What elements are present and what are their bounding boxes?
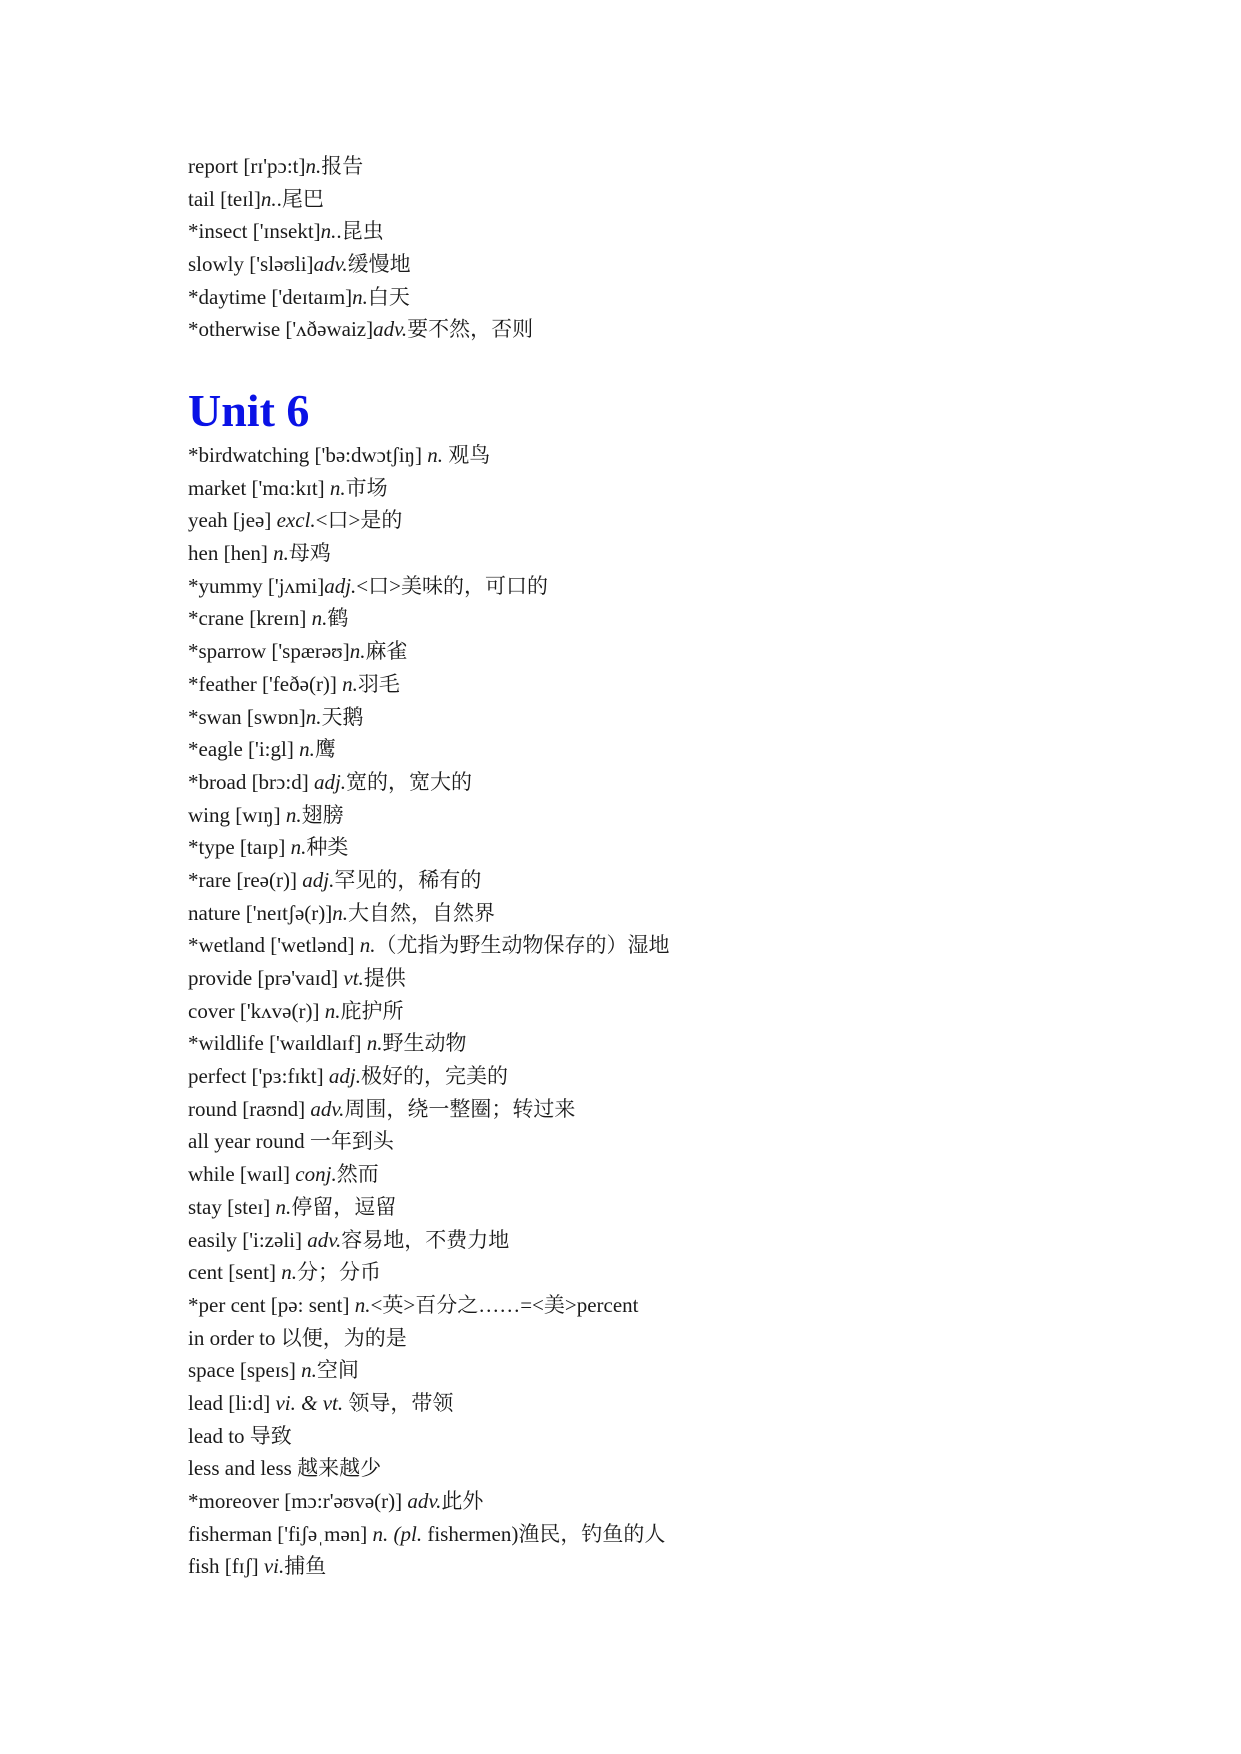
entry-word: lead to 导致 — [188, 1423, 292, 1448]
entry-pos: n. — [332, 900, 349, 925]
vocab-entry — [188, 1158, 669, 1191]
entry-meaning: （尤指为野生动物保存的）湿地 — [375, 933, 670, 958]
entry-word: *per cent [pə: sent] — [188, 1292, 355, 1317]
entry-word: *insect ['ɪnsekt] — [188, 219, 321, 244]
entry-meaning: 庇护所 — [340, 998, 404, 1023]
entry-meaning: 鹰 — [314, 737, 336, 762]
entry-pos: n. — [366, 1031, 383, 1056]
entry-pos: vi. & vt. — [275, 1390, 344, 1415]
entry-pos: n. (pl. — [372, 1521, 423, 1546]
entry-word: *swan [swɒn] — [188, 704, 306, 729]
vocab-entry — [188, 1060, 669, 1093]
entry-pos: adj. — [313, 769, 347, 794]
entry-word: less and less 越来越少 — [188, 1456, 382, 1481]
entry-pos: n. — [273, 541, 289, 566]
entry-word: in order to 以便，为的是 — [188, 1325, 407, 1350]
vocab-entry — [188, 1093, 669, 1126]
entry-word: fish [fɪʃ] — [188, 1554, 264, 1579]
vocab-entry — [188, 281, 533, 314]
entry-word: cover ['kʌvə(r)] — [188, 998, 325, 1023]
vocab-entry — [188, 929, 669, 962]
entry-meaning: 野生动物 — [382, 1031, 467, 1056]
entry-meaning: 市场 — [345, 475, 388, 500]
entry-word: lead [li:d] — [188, 1390, 276, 1415]
entry-word: *wetland ['wetlənd] — [188, 933, 360, 958]
entry-pos: adj. — [328, 1064, 361, 1089]
entry-pos: n. — [352, 284, 368, 309]
entry-meaning: 此外 — [441, 1489, 484, 1513]
entry-meaning: .昆虫 — [336, 219, 384, 244]
vocab-entry — [188, 472, 669, 505]
entry-meaning: <英>百分之……=<美>percent — [370, 1292, 639, 1317]
vocab-entry — [188, 1420, 669, 1453]
vocab-entry — [188, 897, 669, 930]
entry-word: *type [taɪp] — [188, 835, 291, 860]
entry-pos: n. — [354, 1292, 371, 1317]
entry-pos: vi. — [263, 1554, 285, 1579]
entry-pos: n. — [275, 1194, 292, 1219]
vocab-entry — [188, 1354, 669, 1387]
entry-meaning: 宽的，宽大的 — [346, 769, 473, 794]
vocab-entry — [188, 1485, 669, 1518]
entry-word: *broad [brɔ:d] — [188, 769, 314, 794]
entry-pos: n. — [342, 671, 358, 696]
entry-meaning: 观鸟 — [443, 443, 491, 467]
entry-word: *birdwatching ['bə:dwɔtʃiŋ] — [188, 443, 428, 467]
entry-pos: n. — [359, 933, 376, 958]
entry-meaning: .尾巴 — [276, 186, 324, 211]
entry-pos: n. — [299, 737, 315, 762]
entry-meaning: 然而 — [336, 1162, 379, 1187]
entry-word: *eagle ['i:gl] — [188, 737, 300, 762]
entry-word: *moreover [mɔ:r'əʊvə(r)] — [188, 1489, 408, 1513]
entry-pos: adv. — [307, 1227, 342, 1252]
entry-pos: n. — [290, 835, 307, 860]
entry-meaning: 麻雀 — [365, 639, 408, 664]
entry-word: *yummy ['jʌmi] — [188, 573, 325, 598]
vocab-entry — [188, 439, 669, 472]
unit-heading: Unit 6 — [188, 385, 310, 436]
vocab-entry — [188, 215, 533, 248]
entry-word: hen [hen] — [188, 541, 274, 566]
vocab-entry — [188, 766, 669, 799]
entry-word: stay [steɪ] — [188, 1194, 276, 1219]
vocab-entry — [188, 1518, 669, 1551]
entry-pos: adv. — [310, 1096, 345, 1121]
entry-meaning: 极好的，完美的 — [360, 1064, 508, 1089]
entry-meaning: 翅膀 — [301, 802, 344, 827]
entry-word: *rare [reə(r)] — [188, 867, 303, 892]
vocab-entry — [188, 864, 669, 897]
entry-meaning: 容易地，不费力地 — [341, 1227, 510, 1252]
entry-meaning: 白天 — [367, 284, 410, 309]
entry-meaning: 领导，带领 — [343, 1390, 454, 1415]
entry-meaning: 羽毛 — [357, 671, 400, 696]
entry-word: easily ['i:zəli] — [188, 1227, 308, 1252]
entry-word: round [raʊnd] — [188, 1096, 311, 1121]
vocab-entry — [188, 831, 669, 864]
vocab-entry — [188, 504, 669, 537]
vocab-entry — [188, 1452, 669, 1485]
vocab-entry — [188, 570, 669, 603]
entry-pos: adj. — [302, 867, 335, 892]
entry-pos: n. — [281, 1260, 298, 1285]
vocab-entry — [188, 602, 669, 635]
entry-word: market ['mɑ:kɪt] — [188, 475, 330, 500]
entry-meaning: 罕见的，稀有的 — [334, 867, 482, 892]
entry-meaning: 缓慢地 — [347, 252, 411, 277]
entry-pos: n. — [260, 186, 277, 211]
vocab-entry — [188, 183, 533, 216]
entry-word: slowly ['sləʊli] — [188, 252, 314, 277]
vocab-entry — [188, 313, 533, 346]
entry-pos: vt. — [343, 966, 364, 990]
entry-pos: adv. — [407, 1489, 442, 1513]
entry-word: perfect ['pɜ:fɪkt] — [188, 1064, 329, 1089]
vocab-entry — [188, 1322, 669, 1355]
entry-meaning: 空间 — [316, 1358, 359, 1383]
entry-pos: n. — [301, 1358, 317, 1383]
entry-word: *otherwise ['ʌðəwaiz] — [188, 317, 374, 342]
vocab-entry — [188, 1191, 669, 1224]
entry-meaning: 要不然，否则 — [407, 317, 534, 342]
entry-pos: n. — [427, 443, 444, 467]
entry-pos: n. — [329, 475, 346, 500]
entry-pos: n. — [285, 802, 302, 827]
word-list-continued — [188, 150, 533, 346]
entry-pos: n. — [349, 639, 366, 664]
entry-word: nature ['neɪtʃə(r)] — [188, 900, 333, 925]
vocab-entry — [188, 537, 669, 570]
entry-meaning: 报告 — [321, 154, 364, 178]
entry-word: *feather ['feðə(r)] — [188, 671, 343, 696]
vocab-entry — [188, 1289, 669, 1322]
entry-meaning: <口>美味的，可口的 — [356, 573, 548, 598]
entry-meaning: fishermen)渔民，钓鱼的人 — [422, 1521, 666, 1546]
entry-pos: n. — [305, 704, 322, 729]
vocab-entry — [188, 150, 533, 183]
entry-meaning: 停留，逗留 — [291, 1194, 397, 1219]
entry-word: tail [teɪl] — [188, 186, 261, 211]
entry-meaning: 鹤 — [327, 606, 349, 631]
entry-pos: adv. — [373, 317, 408, 342]
entry-meaning: 母鸡 — [288, 541, 331, 566]
entry-pos: adv. — [313, 252, 348, 277]
vocab-entry — [188, 248, 533, 281]
vocab-entry — [188, 701, 669, 734]
entry-meaning: 周围，绕一整圈；转过来 — [344, 1096, 576, 1121]
entry-word: report [rɪ'pɔ:t] — [188, 154, 306, 178]
entry-pos: n. — [305, 154, 322, 178]
entry-word: fisherman ['fiʃəˌmən] — [188, 1521, 373, 1546]
vocab-entry — [188, 1027, 669, 1060]
entry-word: space [speɪs] — [188, 1358, 302, 1383]
entry-meaning: 捕鱼 — [284, 1554, 327, 1579]
entry-word: while [waɪl] — [188, 1162, 296, 1187]
entry-meaning: 大自然，自然界 — [348, 900, 496, 925]
vocab-entry — [188, 962, 669, 995]
entry-meaning: 天鹅 — [321, 704, 364, 729]
vocab-entry — [188, 1387, 669, 1420]
unit-6-word-list — [188, 439, 669, 1583]
entry-pos: n. — [311, 606, 328, 631]
vocab-entry — [188, 799, 669, 832]
vocab-entry — [188, 635, 669, 668]
vocab-entry — [188, 668, 669, 701]
entry-pos: conj. — [295, 1162, 337, 1187]
entry-word: all year round 一年到头 — [188, 1129, 394, 1154]
vocab-entry — [188, 1224, 669, 1257]
vocab-entry — [188, 1550, 669, 1583]
entry-word: *sparrow ['spærəʊ] — [188, 639, 350, 664]
entry-word: wing [wɪŋ] — [188, 802, 286, 827]
entry-pos: n. — [320, 219, 337, 244]
vocab-entry — [188, 995, 669, 1028]
entry-word: provide [prə'vaɪd] — [188, 966, 344, 990]
entry-pos: excl. — [276, 508, 316, 533]
entry-word: *daytime ['deɪtaɪm] — [188, 284, 353, 309]
entry-meaning: 分；分币 — [297, 1260, 382, 1285]
vocab-entry — [188, 1125, 669, 1158]
entry-meaning: 提供 — [363, 966, 406, 990]
vocab-entry — [188, 1256, 669, 1289]
entry-meaning: 种类 — [306, 835, 349, 860]
entry-word: *crane [kreɪn] — [188, 606, 312, 631]
vocab-entry — [188, 733, 669, 766]
entry-meaning: <口>是的 — [315, 508, 403, 533]
entry-word: *wildlife ['waɪldlaɪf] — [188, 1031, 367, 1056]
entry-pos: n. — [324, 998, 341, 1023]
entry-word: cent [sent] — [188, 1260, 282, 1285]
entry-pos: adj. — [324, 573, 357, 598]
entry-word: yeah [jeə] — [188, 508, 277, 533]
